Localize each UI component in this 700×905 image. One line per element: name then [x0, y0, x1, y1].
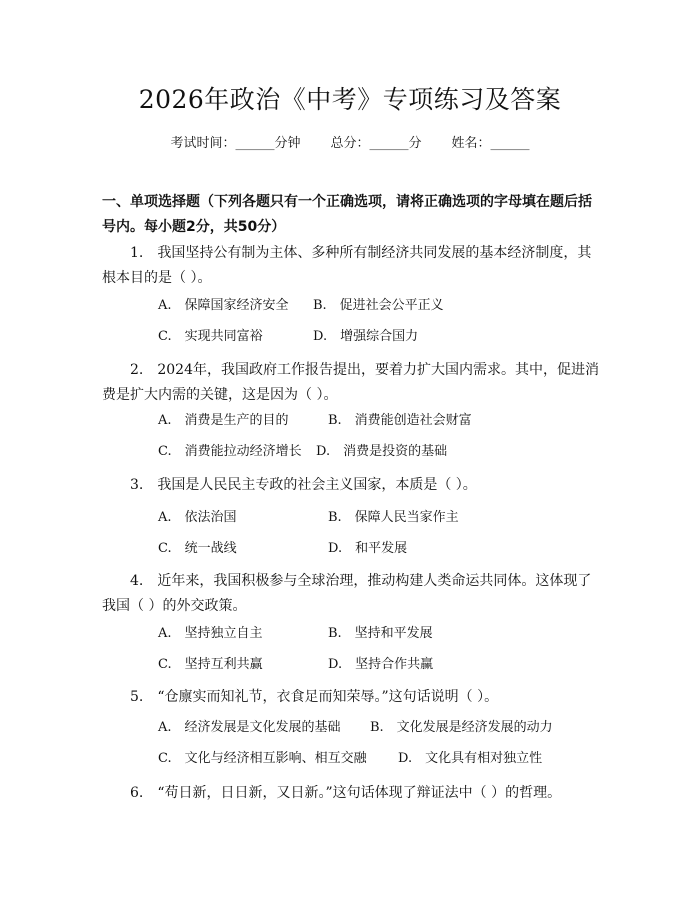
option-d: D. 坚持合作共赢 — [328, 657, 434, 672]
question-2-options-row1 — [158, 411, 608, 431]
option-b: B. 保障人民当家作主 — [328, 510, 459, 525]
option-c: C. 统一战线 — [158, 541, 237, 556]
question-3: 3. 我国是人民民主专政的社会主义国家，本质是（ ）。 — [130, 477, 477, 493]
question-4-options-row1 — [158, 624, 608, 644]
exam-time: 考试时间：______分钟 — [170, 136, 301, 151]
question-1: 1. 我国坚持公有制为主体、多种所有制经济共同发展的基本经济制度，其根本目的是（ ）。 — [102, 245, 592, 286]
option-d: D. 和平发展 — [328, 541, 408, 556]
option-a: A. 经济发展是文化发展的基础 — [158, 720, 341, 735]
page-title: 2026年政治《中考》专项练习及答案 — [138, 85, 562, 114]
option-a: A. 坚持独立自主 — [158, 626, 263, 641]
option-b: B. 文化发展是经济发展的动力 — [370, 720, 553, 735]
question-2: 2. 2024年，我国政府工作报告提出，要着力扩大国内需求。其中，促进消费是扩大内需的关键，这是因为（ ）。 — [102, 362, 599, 403]
question-1-options-row1 — [158, 296, 608, 316]
question-1-options-row2 — [158, 327, 608, 347]
option-a: A. 保障国家经济安全 — [158, 298, 289, 313]
question-5-options-row2 — [158, 749, 608, 769]
question-3-options-row1 — [158, 508, 608, 528]
exam-name: 姓名：______ — [451, 136, 530, 151]
option-a: A. 依法治国 — [158, 510, 237, 525]
question-5-options-row1 — [158, 718, 608, 738]
option-a: A. 消费是生产的目的 — [158, 413, 289, 428]
question-2-options-row2 — [158, 442, 608, 462]
option-b: B. 消费能创造社会财富 — [328, 413, 472, 428]
option-d: D. 文化具有相对独立性 — [398, 751, 543, 766]
question-6: 6. “苟日新，日日新，又日新。”这句话体现了辩证法中（ ）的哲理。 — [130, 785, 562, 801]
option-c: C. 消费能拉动经济增长 — [158, 444, 302, 459]
exam-meta — [0, 132, 700, 151]
option-d: D. 消费是投资的基础 — [316, 444, 448, 459]
option-c: C. 文化与经济相互影响、相互交融 — [158, 751, 367, 766]
question-4-options-row2 — [158, 655, 608, 675]
question-5: 5. “仓廪实而知礼节，衣食足而知荣辱。”这句话说明（ ）。 — [130, 689, 499, 705]
option-c: C. 坚持互利共赢 — [158, 657, 263, 672]
exam-score: 总分：______分 — [330, 136, 422, 151]
option-c: C. 实现共同富裕 — [158, 329, 263, 344]
question-4: 4. 近年来，我国积极参与全球治理，推动构建人类命运共同体。这体现了我国（ ）的外交政策。 — [102, 573, 592, 614]
option-b: B. 促进社会公平正义 — [313, 298, 444, 313]
option-b: B. 坚持和平发展 — [328, 626, 433, 641]
option-d: D. 增强综合国力 — [313, 329, 419, 344]
question-3-options-row2 — [158, 539, 608, 559]
section-heading: 一、单项选择题（下列各题只有一个正确选项，请将正确选项的字母填在题后括号内。每小题2分，共50分） — [102, 194, 592, 235]
